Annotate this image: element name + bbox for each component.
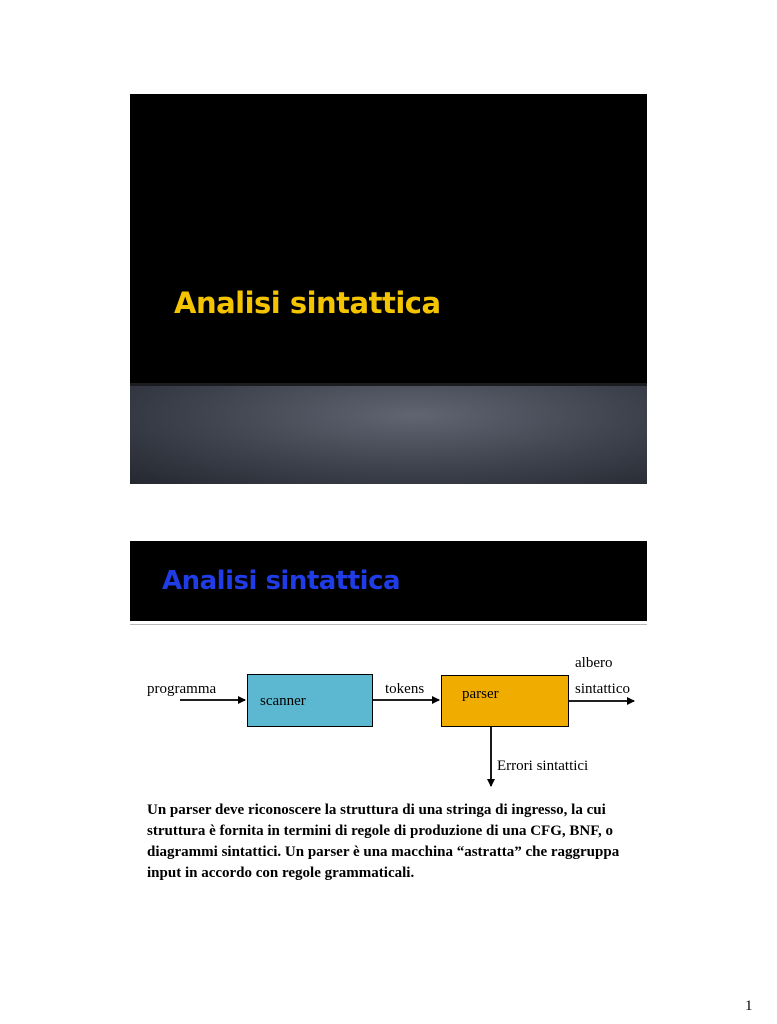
scanner-box [247, 674, 373, 727]
page-number: 1 [745, 998, 753, 1014]
output-label-line1: albero [575, 655, 613, 671]
parser-box [441, 675, 569, 727]
content-slide-heading: Analisi sintattica [162, 566, 401, 596]
input-label: programma [147, 681, 217, 697]
errors-label: Errori sintattici [497, 758, 589, 774]
parser-label: parser [462, 686, 499, 702]
body-paragraph: Un parser deve riconoscere la struttura di una stringa di ingresso, la cui struttura è fornita in termini di regole di produzione di una CFG, BNF, o diagrammi sintattici. Un parser è una macchina “astratta” che raggruppa input in accordo con regole grammaticali. [147, 802, 620, 881]
tokens-label: tokens [385, 681, 425, 697]
title-slide-heading: Analisi sintattica [174, 286, 441, 320]
output-label-line2: sintattico [575, 681, 630, 697]
scanner-label: scanner [260, 693, 306, 709]
